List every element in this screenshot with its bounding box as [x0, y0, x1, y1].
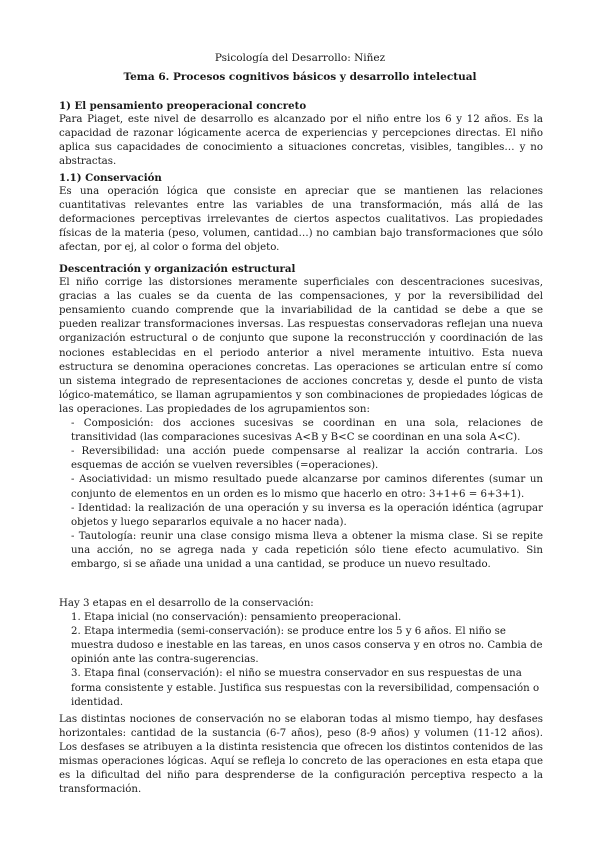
- stage-item: 1. Etapa inicial (no conservación): pensamiento preoperacional.: [71, 612, 402, 624]
- section-heading: 1.1) Conservación: [59, 172, 162, 184]
- section-heading: 1) El pensamiento preoperacional concreto: [59, 100, 307, 112]
- section-desfases: [59, 713, 543, 798]
- list-item: - Composición: dos acciones sucesivas se coordinan en una sola, relaciones de transitividad (las comparaciones sucesivas A<B y B<C se coordinan en una sola A<C).: [71, 418, 543, 444]
- section-paragraph: Para Piaget, este nivel de desarrollo es alcanzado por el niño entre los 6 y 12 años. Es la capacidad de razonar lógicamente acerca de experiencias y percepciones directas. El niño aplica sus capacidades de conocimiento a situaciones concretas, visibles, tangibles… y no abstractas.: [59, 114, 543, 168]
- section-paragraph: El niño corrige las distorsiones meramente superficiales con descentraciones sucesivas, gracias a las cuales se da cuenta de las compensaciones, y por la reversibilidad del pensamiento cuando comprende que la invariabilidad de la cantidad se debe a que se pueden realizar transformaciones inversas. Las respuestas conservadoras reflejan una nueva organización estructural o de conjunto que supone la reconstrucción y coordinación de las nociones establecidas en el periodo anterior a nivel meramente intuitivo. Esta nueva estructura se denomina operaciones concretas. Las operaciones se articulan entre sí como un sistema integrado de representaciones de acciones concretas y, desde el punto de vista lógico-matemático, se llaman agrupamientos y son combinaciones de propiedades lógicas de las operaciones. Las propiedades de los agrupamientos son:: [59, 277, 543, 415]
- section-stages: [59, 597, 543, 710]
- document-title: Tema 6. Procesos cognitivos básicos y desarrollo intelectual: [123, 71, 477, 83]
- stages-intro: Hay 3 etapas en el desarrollo de la conservación:: [59, 598, 314, 609]
- section-paragraph: Es una operación lógica que consiste en apreciar que se mantienen las relaciones cuantitativas relevantes entre las variables de una transformación, más allá de las deformaciones perceptivas irrelevantes de ciertos aspectos cualitativos. Las propiedades físicas de la materia (peso, volumen, cantidad…) no cambian bajo transformaciones que sólo afectan, por ej, al color o forma del objeto.: [59, 186, 543, 254]
- section-decentration: [59, 262, 543, 572]
- list-item: - Tautología: reunir una clase consigo misma lleva a obtener la misma clase. Si se repite una acción, no se agrega nada y cada repetición sólo tiene efecto acumulativo. Sin embargo, si se añade una unidad a una cantidad, se produce un nuevo resultado.: [71, 530, 543, 570]
- section-paragraph: Las distintas nociones de conservación no se elaboran todas al mismo tiempo, hay desfases horizontales: cantidad de la sustancia (6-7 años), peso (8-9 años) y volumen (11-12 años). Los desfases se atribuyen a la distinta resistencia que ofrecen los distintos contenidos de las mismas operaciones lógicas. Aquí se refleja lo concreto de las operaciones en esta etapa que es la dificultad del niño para desprenderse de la configuración perceptiva respecto a la transformación.: [59, 714, 543, 796]
- section-heading: Descentración y organización estructural: [59, 263, 296, 275]
- stage-item: 3. Etapa final (conservación): el niño se muestra conservador en sus respuestas de una forma consistente y estable. Justifica sus respuestas con la reversibilidad, compensación o identidad.: [71, 668, 540, 708]
- list-item: - Reversibilidad: una acción puede compensarse al realizar la acción contraria. Los esquemas de acción se vuelven reversibles (=operaciones).: [71, 446, 543, 472]
- stage-item: 2. Etapa intermedia (semi-conservación): se produce entre los 5 y 6 años. El niño se muestra dudoso e inestable en las tareas, en unos casos conserva y en otros no. Cambia de opinión ante las contra-sugerencias.: [71, 626, 543, 666]
- section-preoperational: [59, 99, 543, 169]
- list-item: - Identidad: la realización de una operación y su inversa es la operación idéntica (agrupar objetos y luego separarlos equivale a no hacer nada).: [71, 502, 543, 528]
- document-header: Psicología del Desarrollo: Niñez: [214, 52, 386, 64]
- section-conservation: [59, 171, 543, 256]
- list-item: - Asociatividad: un mismo resultado puede alcanzarse por caminos diferentes (sumar un conjunto de elementos en un orden es lo mismo que hacerlo en otro: 3+1+6 = 6+3+1).: [71, 474, 543, 500]
